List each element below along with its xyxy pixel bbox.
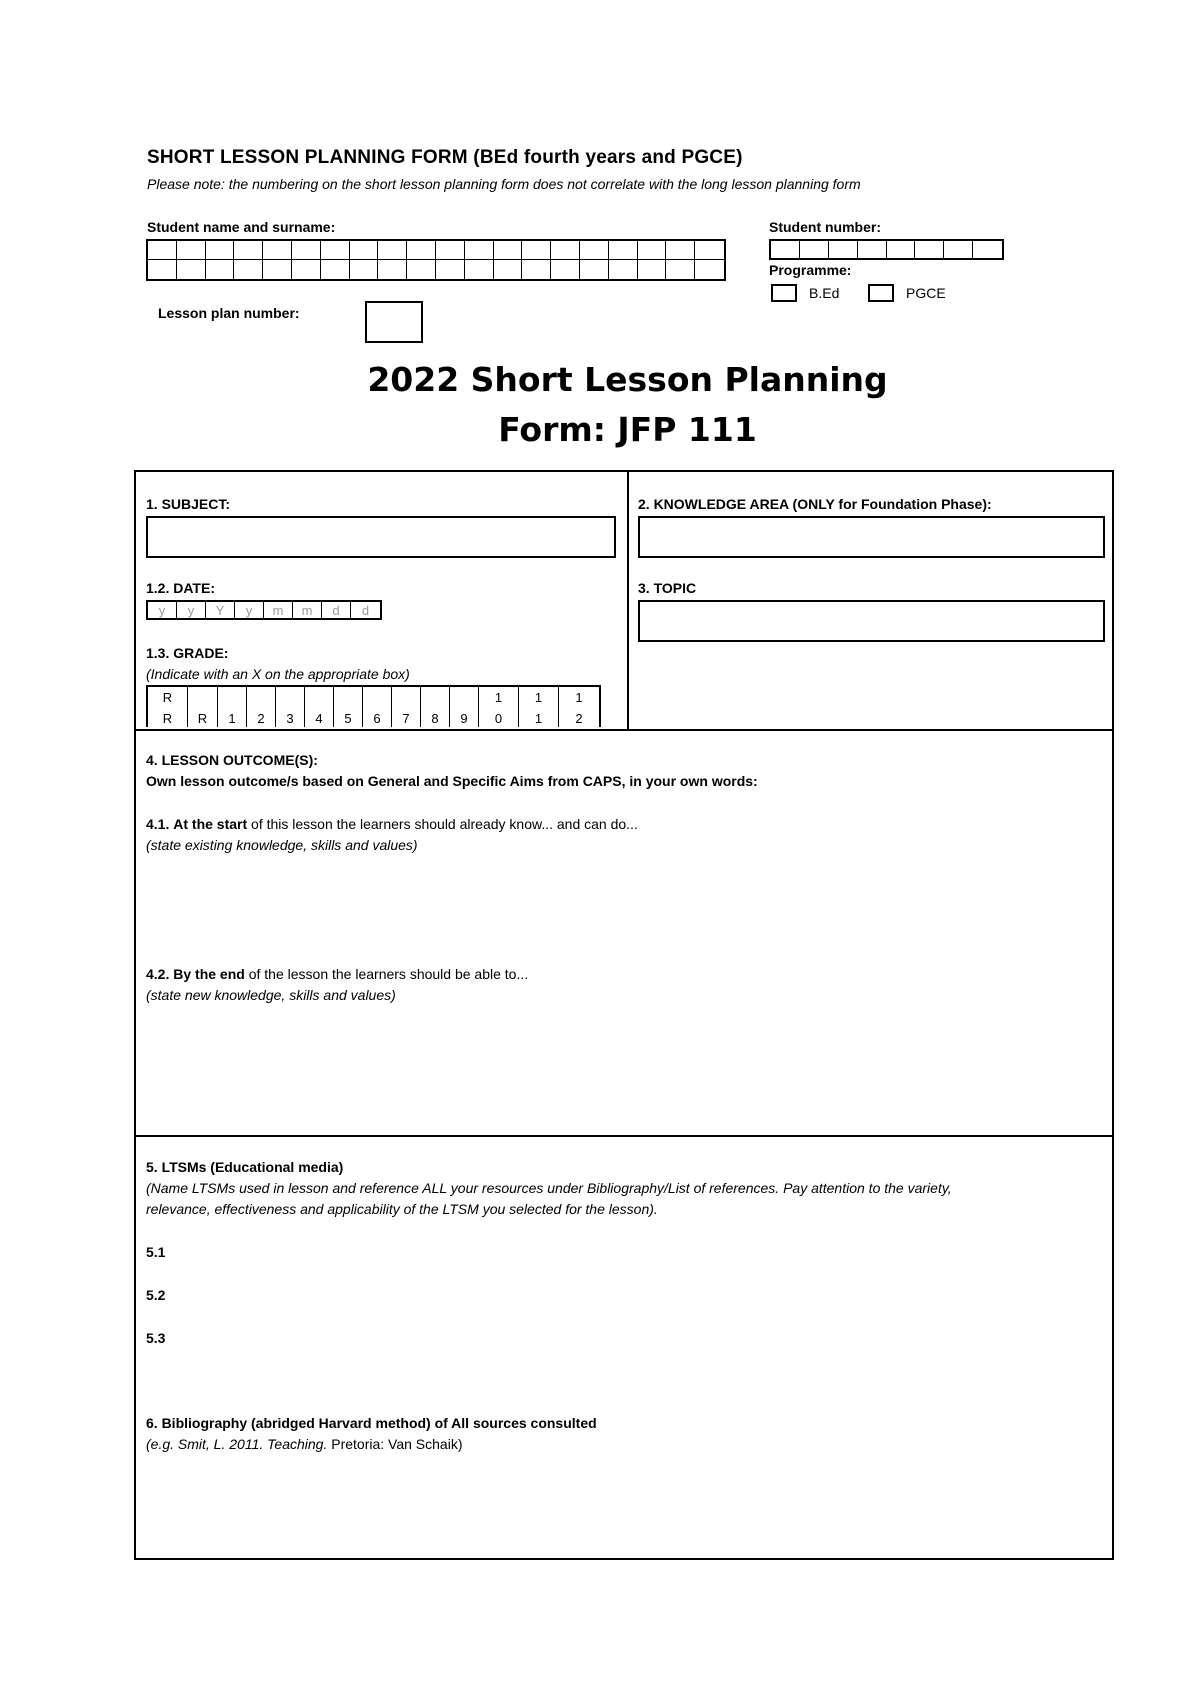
- outcome-4-1-note: (state existing knowledge, skills and values): [146, 837, 418, 853]
- bibliography-example-title: Teaching.: [267, 1436, 328, 1452]
- date-cell-year[interactable]: y: [177, 602, 206, 618]
- outcome-4-2: [146, 966, 528, 982]
- letter-box[interactable]: [973, 241, 1002, 258]
- pgce-checkbox-label: PGCE: [906, 285, 946, 301]
- letter-box[interactable]: [436, 241, 465, 260]
- letter-box[interactable]: [177, 241, 206, 260]
- letter-box[interactable]: [407, 241, 436, 260]
- letter-box[interactable]: [522, 241, 551, 260]
- topic-field[interactable]: [638, 600, 1105, 642]
- outcome-4-1-text: of this lesson the learners should already know... and can do...: [251, 816, 638, 832]
- letter-box[interactable]: [350, 241, 379, 260]
- grade-note: (Indicate with an X on the appropriate box): [146, 666, 410, 682]
- letter-box[interactable]: [263, 241, 292, 260]
- outcome-4-1: [146, 816, 638, 832]
- ltsm-title: 5. LTSMs (Educational media): [146, 1159, 344, 1175]
- letter-box[interactable]: [234, 241, 263, 260]
- ltsm-note-line1: (Name LTSMs used in lesson and reference ALL your resources under Bibliography/List of references. Pay attention to the variety,: [146, 1180, 952, 1196]
- grade-cell[interactable]: 2: [247, 687, 276, 727]
- bed-checkbox[interactable]: [771, 284, 797, 302]
- ltsm-item: 5.1: [146, 1244, 166, 1260]
- letter-box[interactable]: [666, 260, 695, 279]
- letter-box[interactable]: [771, 241, 800, 258]
- bed-checkbox-label: B.Ed: [809, 285, 840, 301]
- student-number-label: Student number:: [769, 219, 881, 235]
- bibliography-title: 6. Bibliography (abridged Harvard method) of All sources consulted: [146, 1415, 597, 1431]
- letter-box[interactable]: [321, 241, 350, 260]
- lesson-plan-number-label: Lesson plan number:: [158, 305, 300, 321]
- grade-cell[interactable]: 8: [421, 687, 450, 727]
- letter-box[interactable]: [206, 260, 235, 279]
- letter-box[interactable]: [321, 260, 350, 279]
- grade-cell[interactable]: 9: [450, 687, 479, 727]
- letter-box[interactable]: [638, 241, 667, 260]
- letter-box[interactable]: [378, 260, 407, 279]
- bibliography-example: [146, 1436, 462, 1452]
- knowledge-area-field[interactable]: [638, 516, 1105, 558]
- letter-box[interactable]: [551, 241, 580, 260]
- letter-box[interactable]: [915, 241, 944, 258]
- date-cell-month[interactable]: m: [293, 602, 322, 618]
- date-cell-year[interactable]: Y: [206, 602, 235, 618]
- lesson-plan-number-box[interactable]: [365, 301, 423, 343]
- student-number-grid[interactable]: [769, 239, 1004, 260]
- grade-selector[interactable]: [146, 685, 601, 727]
- date-cell-month[interactable]: m: [264, 602, 293, 618]
- student-name-grid[interactable]: [146, 239, 726, 281]
- bibliography-example-pre: (e.g. Smit, L. 2011.: [146, 1436, 264, 1452]
- outcome-4-2-lead: By the end: [173, 966, 245, 982]
- letter-box[interactable]: [465, 241, 494, 260]
- letter-box[interactable]: [580, 260, 609, 279]
- ltsm-item: 5.2: [146, 1287, 166, 1303]
- letter-box[interactable]: [177, 260, 206, 279]
- grade-label: 1.3. GRADE:: [146, 645, 229, 661]
- ltsm-item: 5.3: [146, 1330, 166, 1346]
- outcome-4-2-number: 4.2.: [146, 966, 170, 982]
- outcome-4-1-number: 4.1.: [146, 816, 170, 832]
- letter-box[interactable]: [887, 241, 916, 258]
- outcomes-title: 4. LESSON OUTCOME(S):: [146, 752, 318, 768]
- outcomes-subtitle: Own lesson outcome/s based on General and Specific Aims from CAPS, in your own words:: [146, 773, 758, 789]
- divider-outcomes: [134, 729, 1114, 731]
- letter-box[interactable]: [494, 241, 523, 260]
- topic-label: 3. TOPIC: [638, 580, 697, 596]
- grade-cell[interactable]: 6: [363, 687, 392, 727]
- subject-field[interactable]: [146, 516, 616, 558]
- date-field[interactable]: [146, 600, 382, 620]
- form-title-line2: Form: JFP 111: [498, 410, 757, 449]
- form-title-line1: 2022 Short Lesson Planning: [367, 360, 888, 399]
- date-cell-day[interactable]: d: [361, 603, 370, 618]
- outcome-4-2-text: of the lesson the learners should be able to...: [248, 966, 529, 982]
- subject-label: 1. SUBJECT:: [146, 496, 231, 512]
- letter-box[interactable]: [350, 260, 379, 279]
- date-cell-day[interactable]: d: [322, 602, 351, 618]
- letter-box[interactable]: [580, 241, 609, 260]
- letter-box[interactable]: [292, 260, 321, 279]
- letter-box[interactable]: [858, 241, 887, 258]
- grade-cell[interactable]: 5: [334, 687, 363, 727]
- grade-cell[interactable]: 7: [392, 687, 421, 727]
- letter-box[interactable]: [378, 241, 407, 260]
- grade-cell[interactable]: 1: [218, 687, 247, 727]
- letter-box[interactable]: [292, 241, 321, 260]
- date-cell-year[interactable]: y: [148, 602, 177, 618]
- letter-box[interactable]: [609, 241, 638, 260]
- letter-box[interactable]: [465, 260, 494, 279]
- divider-ltsm: [134, 1135, 1114, 1137]
- pgce-checkbox[interactable]: [868, 284, 894, 302]
- column-divider: [627, 470, 629, 730]
- form-header-title: SHORT LESSON PLANNING FORM (BEd fourth years and PGCE): [147, 147, 743, 168]
- letter-box[interactable]: [609, 260, 638, 279]
- letter-box[interactable]: [666, 241, 695, 260]
- letter-box[interactable]: [638, 260, 667, 279]
- outcome-4-1-lead: At the start: [173, 816, 248, 832]
- letter-box[interactable]: [407, 260, 436, 279]
- grade-cell[interactable]: R: [188, 687, 218, 727]
- letter-box[interactable]: [551, 260, 580, 279]
- grade-cell[interactable]: R R: [148, 687, 188, 727]
- grade-cell[interactable]: 3: [276, 687, 305, 727]
- letter-box[interactable]: [494, 260, 523, 279]
- grade-cell[interactable]: 4: [305, 687, 334, 727]
- knowledge-area-label: 2. KNOWLEDGE AREA (ONLY for Foundation Phase):: [638, 496, 992, 512]
- letter-box[interactable]: [944, 241, 973, 258]
- letter-box[interactable]: [829, 241, 858, 258]
- outcome-4-2-note: (state new knowledge, skills and values): [146, 987, 396, 1003]
- letter-box[interactable]: [695, 260, 724, 279]
- date-label: 1.2. DATE:: [146, 580, 215, 596]
- grade-cell[interactable]: 1 0: [479, 687, 519, 727]
- letter-box[interactable]: [234, 260, 263, 279]
- letter-box[interactable]: [148, 241, 177, 260]
- letter-box[interactable]: [206, 241, 235, 260]
- form-header-note: Please note: the numbering on the short lesson planning form does not correlate with the long lesson planning form: [147, 176, 861, 192]
- ltsm-note-line2: relevance, effectiveness and applicability of the LTSM you selected for the lesson).: [146, 1201, 658, 1217]
- letter-box[interactable]: [263, 260, 292, 279]
- bibliography-example-post: Pretoria: Van Schaik): [331, 1436, 463, 1452]
- programme-label: Programme:: [769, 262, 852, 278]
- letter-box[interactable]: [695, 241, 724, 260]
- letter-box[interactable]: [800, 241, 829, 258]
- grade-cell[interactable]: 1 1: [519, 687, 559, 727]
- grade-cell[interactable]: 1 2: [575, 690, 583, 726]
- letter-box[interactable]: [436, 260, 465, 279]
- date-cell-year[interactable]: y: [235, 602, 264, 618]
- letter-box[interactable]: [522, 260, 551, 279]
- student-name-label: Student name and surname:: [147, 219, 336, 235]
- letter-box[interactable]: [148, 260, 177, 279]
